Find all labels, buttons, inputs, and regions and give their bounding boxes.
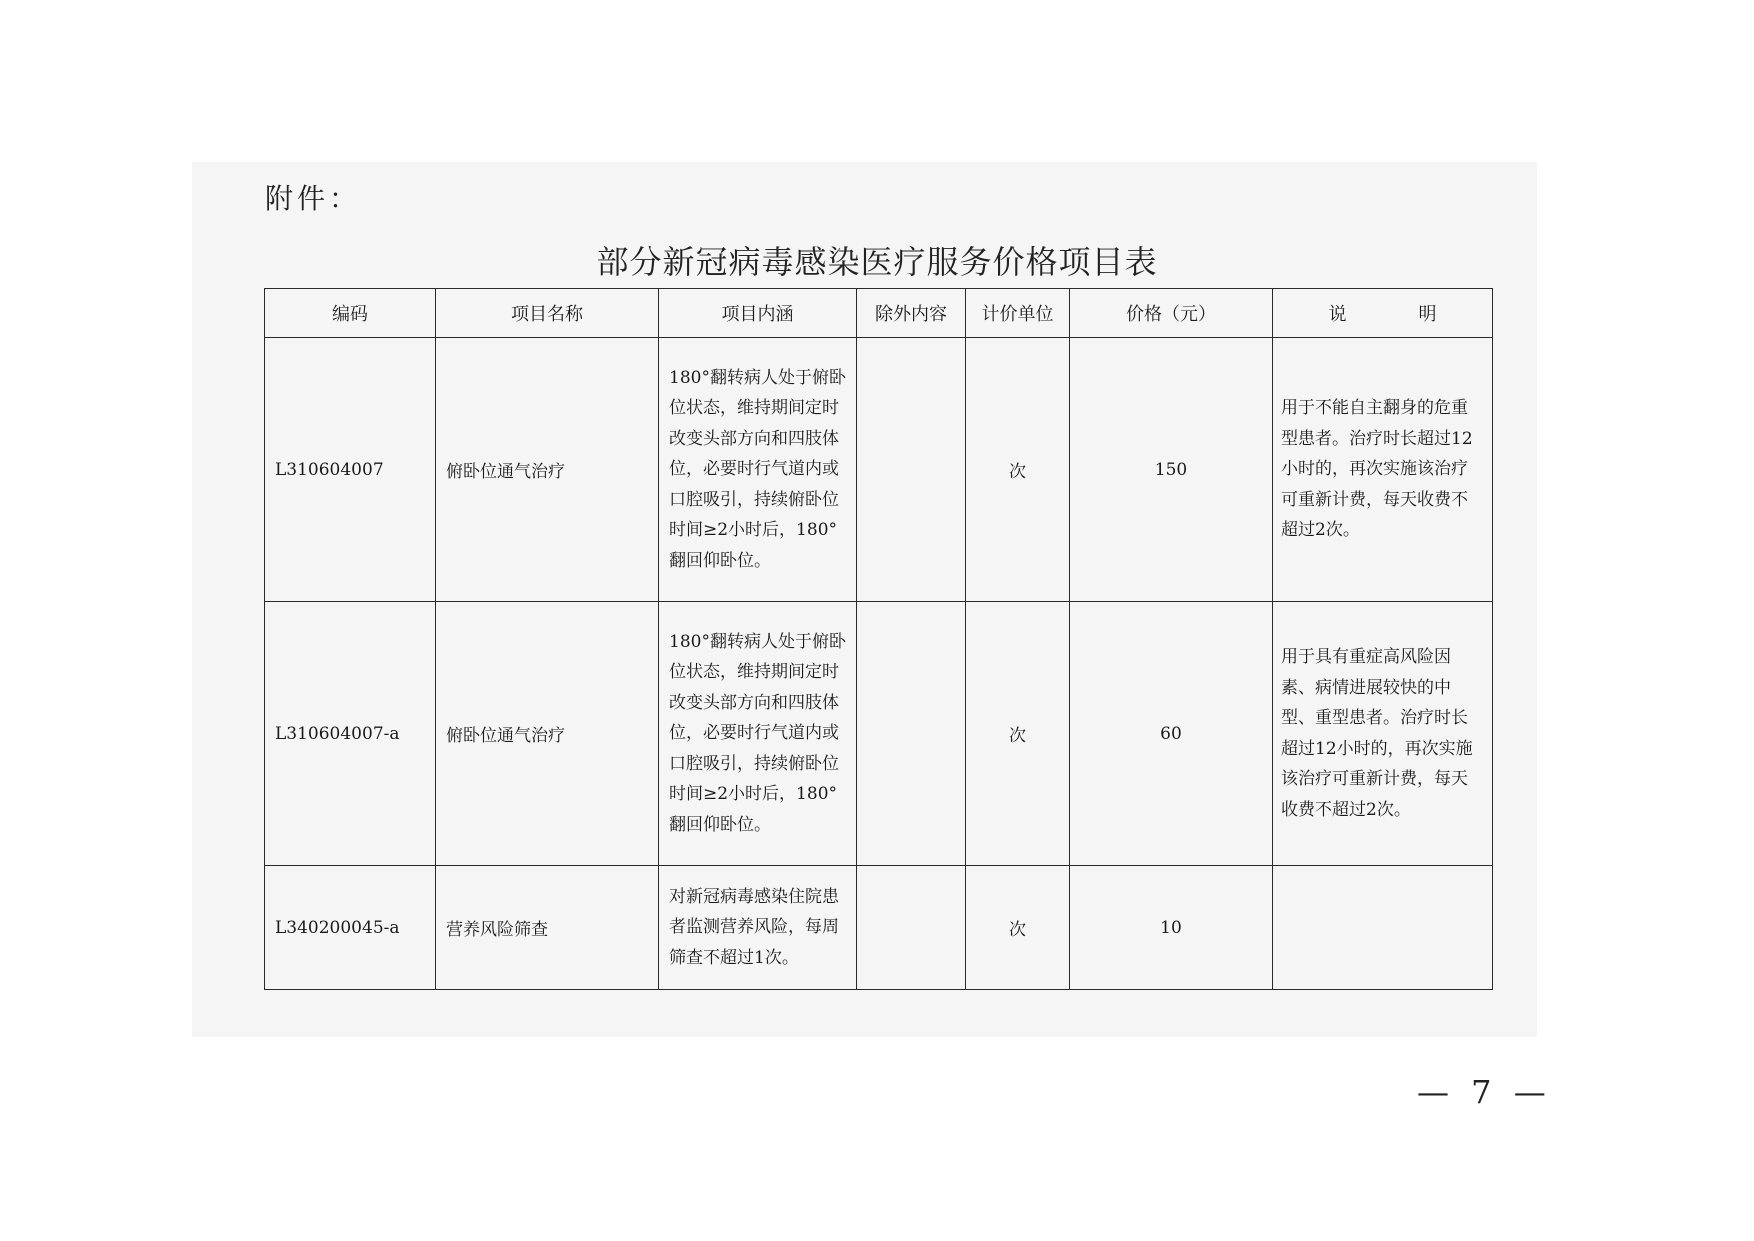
attachment-label: 附件： bbox=[265, 182, 362, 215]
cell-code: L340200045-a bbox=[265, 866, 436, 990]
table-header-row bbox=[265, 289, 1493, 338]
cell-excluded bbox=[857, 866, 966, 990]
cell-note: 用于具有重症高风险因素、病情进展较快的中型、重型患者。治疗时长超过12小时的，再次实施该治疗可重新计费，每天收费不超过2次。 bbox=[1273, 602, 1493, 866]
cell-note: 用于不能自主翻身的危重型患者。治疗时长超过12小时的，再次实施该治疗可重新计费，每天收费不超过2次。 bbox=[1273, 338, 1493, 602]
cell-name: 俯卧位通气治疗 bbox=[436, 338, 659, 602]
table-row bbox=[265, 866, 1493, 990]
cell-unit: 次 bbox=[966, 338, 1070, 602]
cell-content: 对新冠病毒感染住院患者监测营养风险，每周筛查不超过1次。 bbox=[659, 866, 857, 990]
cell-excluded bbox=[857, 338, 966, 602]
cell-code: L310604007 bbox=[265, 338, 436, 602]
header-content: 项目内涵 bbox=[659, 289, 857, 338]
cell-price: 150 bbox=[1070, 338, 1273, 602]
document-title: 部分新冠病毒感染医疗服务价格项目表 bbox=[596, 243, 1158, 281]
page-number: — 7 — bbox=[1417, 1073, 1552, 1111]
header-price: 价格（元） bbox=[1070, 289, 1273, 338]
cell-code: L310604007-a bbox=[265, 602, 436, 866]
cell-name: 俯卧位通气治疗 bbox=[436, 602, 659, 866]
header-excluded: 除外内容 bbox=[857, 289, 966, 338]
table-row bbox=[265, 338, 1493, 602]
cell-price: 10 bbox=[1070, 866, 1273, 990]
cell-excluded bbox=[857, 602, 966, 866]
price-table bbox=[264, 288, 1493, 990]
cell-price: 60 bbox=[1070, 602, 1273, 866]
cell-content: 180°翻转病人处于俯卧位状态，维持期间定时改变头部方向和四肢体位，必要时行气道内或口腔吸引，持续俯卧位时间≥2小时后，180°翻回仰卧位。 bbox=[659, 602, 857, 866]
table-row bbox=[265, 602, 1493, 866]
cell-name: 营养风险筛查 bbox=[436, 866, 659, 990]
cell-unit: 次 bbox=[966, 602, 1070, 866]
header-code: 编码 bbox=[265, 289, 436, 338]
cell-note bbox=[1273, 866, 1493, 990]
header-unit: 计价单位 bbox=[966, 289, 1070, 338]
header-note: 说 明 bbox=[1273, 289, 1493, 338]
header-name: 项目名称 bbox=[436, 289, 659, 338]
cell-content: 180°翻转病人处于俯卧位状态，维持期间定时改变头部方向和四肢体位，必要时行气道内或口腔吸引，持续俯卧位时间≥2小时后，180°翻回仰卧位。 bbox=[659, 338, 857, 602]
cell-unit: 次 bbox=[966, 866, 1070, 990]
